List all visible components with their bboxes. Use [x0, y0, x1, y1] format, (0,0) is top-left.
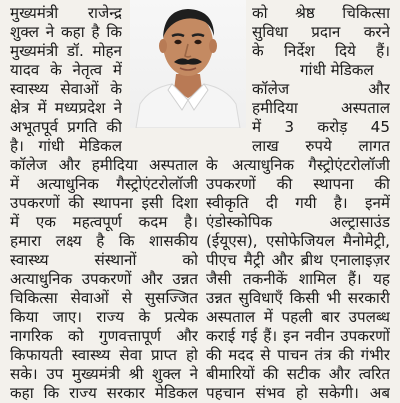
text-line: स्वास्थ्य संस्थानों को [10, 251, 198, 269]
text-line: के अत्याधुनिक गैस्ट्रोएंटरोलॉजी [206, 156, 390, 174]
text-line: क्षेत्र में मध्यप्रदेश ने [10, 99, 122, 117]
text-line: स्वीकृति दी गयी है। इनमें [206, 194, 390, 212]
text-line: में 3 करोड़ 45 [252, 118, 390, 136]
text-line: किफायती स्वास्थ्य सेवा प्राप्त हो [10, 346, 198, 364]
text-line: के निर्देश दिये हैं। [252, 42, 390, 60]
text-line: उन्नत सुविधाएँ किसी भी सरकारी [206, 289, 390, 307]
text-line: मुख्यमंत्री राजेन्द्र [10, 4, 122, 22]
text-line: यादव के नेतृत्व में [10, 61, 122, 79]
text-line: में अत्याधुनिक गैस्ट्रोएंटरोलॉजी [10, 175, 198, 193]
text-line: बीमारियों की सटीक और त्वरित [206, 365, 390, 383]
text-line: अत्याधुनिक उपकरणों और उन्नत [10, 270, 198, 288]
text-line: हमारा लक्ष्य है कि शासकीय [10, 232, 198, 250]
portrait-photo [130, 0, 246, 128]
text-line: उपकरणों की स्थापना इसी दिशा [10, 194, 198, 212]
text-line: कॉलेज और हमीदिया अस्पताल [10, 156, 198, 174]
text-line: जैसी तकनीकें शामिल हैं। यह [206, 270, 390, 288]
text-line: पहचान संभव हो सकेगी। अब [206, 384, 390, 402]
text-line: की मदद से पाचन तंत्र की गंभीर [206, 346, 390, 364]
text-line: शुक्ल ने कहा है कि [10, 23, 122, 41]
text-line: पीएच मैट्री और ब्रीथ एनालाइज़र [206, 251, 390, 269]
text-line: को श्रेष्ठ चिकित्सा [252, 4, 390, 22]
text-line: (ईयूएस), एसोफेजियल मैनोमेट्री, [206, 232, 390, 250]
text-line: किया जाए। राज्य के प्रत्येक [10, 308, 198, 326]
text-line: कॉलेज और [252, 80, 390, 98]
text-line: उपकरणों की स्थापना की [206, 175, 390, 193]
text-line: अस्पताल में पहली बार उपलब्ध [206, 308, 390, 326]
text-line: हमीदिया अस्पताल [252, 99, 390, 117]
text-line: अभूतपूर्व प्रगति की [10, 118, 122, 136]
text-line: कहा कि राज्य सरकार मेडिकल [10, 384, 198, 402]
text-line: है। गांधी मेडिकल [10, 137, 122, 155]
text-line: सुविधा प्रदान करने [252, 23, 390, 41]
text-line: नागरिक को गुणवत्तापूर्ण और [10, 327, 198, 345]
text-line: गांधी मेडिकल [300, 61, 374, 79]
text-line: सके। उप मुख्यमंत्री श्री शुक्ल ने [10, 365, 198, 383]
text-line: में एक महत्वपूर्ण कदम है। [10, 213, 198, 231]
text-line: मुख्यमंत्री डॉ. मोहन [10, 42, 122, 60]
text-line: एंडोस्कोपिक अल्ट्रासाउंड [206, 213, 390, 231]
text-line: लाख रुपये लागत [252, 137, 390, 155]
text-line: चिकित्सा सेवाओं से सुसज्जित [10, 289, 198, 307]
text-line: स्वास्थ्य सेवाओं के [10, 80, 122, 98]
text-line: कराई गई हैं। इन नवीन उपकरणों [206, 327, 390, 345]
